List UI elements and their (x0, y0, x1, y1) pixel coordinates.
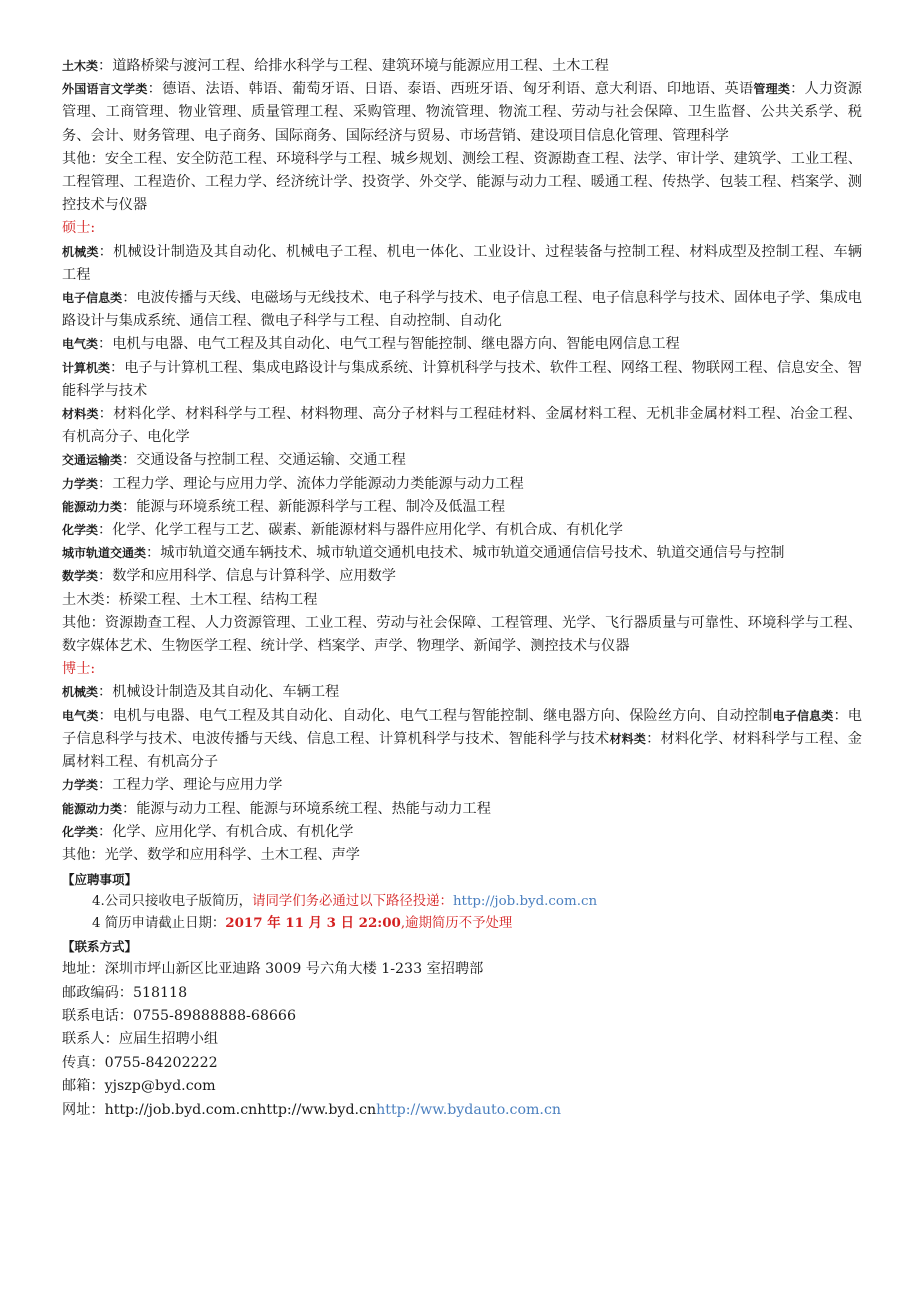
major-line: 数学类：数学和应用科学、信息与计算科学、应用数学 (62, 568, 396, 585)
major-line: 城市轨道交通类：城市轨道交通车辆技术、城市轨道交通机电技术、城市轨道交通通信信号技术、轨道交通信号与控制 (62, 545, 785, 562)
major-line-civil: 土木类：道路桥梁与渡河工程、给排水科学与工程、建筑环境与能源应用工程、土木工程 (62, 58, 609, 74)
major-line: 力学类：工程力学、理论与应用力学 (62, 777, 283, 794)
major-line: 能源动力类：能源与动力工程、能源与环境系统工程、热能与动力工程 (62, 800, 491, 817)
contact-address: 地址：深圳市坪山新区比亚迪路 3009 号六角大楼 1-233 室招聘部 (62, 961, 484, 978)
category-label: 电子信息类 (772, 708, 834, 723)
category-label: 电气类 (62, 337, 99, 352)
contact-website: 网址：http://job.byd.com.cnhttp://ww.byd.cnhttp://ww.bydauto.com.cn (62, 1101, 562, 1118)
category-label: 能源动力类 (62, 801, 123, 816)
category-label: 机械类 (62, 244, 99, 259)
doctor-list (62, 681, 862, 867)
major-line: 交通运输类：交通设备与控制工程、交通运输、交通工程 (62, 452, 406, 469)
category-label: 外国语言文学类 (62, 82, 148, 97)
section-title-contact: 【联系方式】 (62, 939, 138, 955)
contact-block (62, 958, 862, 1122)
major-line: 其他：光学、数学和应用科学、土木工程、声学 (62, 846, 360, 863)
contact-postcode: 邮政编码：518118 (62, 984, 188, 1001)
degree-title-doctor: 博士: (62, 661, 96, 678)
contact-email: 邮箱：yjszp@byd.com (62, 1078, 216, 1095)
category-label: 城市轨道交通类 (62, 546, 147, 561)
category-label: 机械类 (62, 685, 99, 700)
major-line: 计算机类：电子与计算机工程、集成电路设计与集成系统、计算机科学与技术、软件工程、网络工程、物联网工程、信息安全、智能科学与技术 (62, 359, 862, 399)
major-line: 化学类：化学、化学工程与工艺、碳素、新能源材料与器件应用化学、有机合成、有机化学 (62, 522, 623, 539)
section-title-apply: 【应聘事项】 (62, 872, 138, 888)
category-label: 化学类 (62, 824, 99, 839)
category-label: 力学类 (62, 476, 99, 491)
apply-item-resume: 4.公司只接收电子版简历，请同学们务必通过以下路径投递：http://job.byd.com.cn (92, 894, 598, 910)
major-line: 电气类：电机与电器、电气工程及其自动化、自动化、电气工程与智能控制、继电器方向、保险丝方向、自动控制电子信息类：电子信息科学与技术、电波传播与天线、信息工程、计算机科学与技术、智能科学与技术材料类：材料化学、材料科学与工程、金属材料工程、有机高分子 (62, 707, 862, 771)
degree-title-master: 硕士: (62, 220, 96, 237)
major-line: 电子信息类：电波传播与天线、电磁场与无线技术、电子科学与技术、电子信息工程、电子信息科学与技术、固体电子学、集成电路设计与集成系统、通信工程、微电子科学与工程、自动控制、自动化 (62, 290, 862, 330)
major-line: 力学类：工程力学、理论与应用力学、流体力学能源动力类能源与动力工程 (62, 475, 524, 492)
contact-phone: 联系电话：0755-89888888-68666 (62, 1007, 296, 1024)
master-list (62, 241, 862, 659)
major-line: 机械类：机械设计制造及其自动化、车辆工程 (62, 684, 340, 701)
category-label: 计算机类 (62, 360, 111, 375)
contact-person: 联系人：应届生招聘小组 (62, 1031, 219, 1048)
major-line: 电气类：电机与电器、电气工程及其自动化、电气工程与智能控制、继电器方向、智能电网信息工程 (62, 336, 680, 353)
job-site-link[interactable]: http://job.byd.com.cn (452, 894, 598, 910)
major-line: 土木类：桥梁工程、土木工程、结构工程 (62, 591, 318, 608)
major-line: 化学类：化学、应用化学、有机合成、有机化学 (62, 823, 354, 840)
major-line: 材料类：材料化学、材料科学与工程、材料物理、高分子材料与工程硅材料、金属材料工程、无机非金属材料工程、冶金工程、有机高分子、电化学 (62, 406, 862, 446)
major-line: 能源动力类：能源与环境系统工程、新能源科学与工程、制冷及低温工程 (62, 498, 506, 515)
website-link[interactable]: http://ww.bydauto.com.cn (376, 1101, 562, 1118)
major-line-language-management: 外国语言文学类：德语、法语、韩语、葡萄牙语、日语、泰语、西班牙语、匈牙利语、意大利语、印地语、英语管理类：人力资源管理、工商管理、物业管理、质量管理工程、采购管理、物流管理、物流工程、劳动与社会保障、卫生监督、公共关系学、税务、会计、财务管理、电子商务、国际商务、国际经济与贸易、市场营销、建设项目信息化管理、管理科学 (62, 81, 862, 144)
category-label: 数学类 (62, 569, 99, 584)
category-label: 材料类 (62, 407, 99, 422)
contact-fax: 传真：0755-84202222 (62, 1054, 218, 1071)
category-label: 管理类 (753, 82, 791, 97)
major-line-other: 其他：安全工程、安全防范工程、环境科学与工程、城乡规划、测绘工程、资源勘查工程、法学、审计学、建筑学、工业工程、工程管理、工程造价、工程力学、经济统计学、投资学、外交学、能源与动力工程、暖通工程、传热学、包装工程、档案学、测控技术与仪器 (62, 150, 862, 214)
category-label: 交通运输类 (62, 453, 123, 468)
major-line: 机械类：机械设计制造及其自动化、机械电子工程、机电一体化、工业设计、过程装备与控制工程、材料成型及控制工程、车辆工程 (62, 243, 862, 283)
category-label: 电子信息类 (62, 291, 123, 306)
category-label: 化学类 (62, 523, 99, 538)
category-label: 材料类 (609, 731, 647, 746)
category-label: 土木类 (62, 59, 99, 73)
bachelor-continued (62, 55, 862, 217)
document-page (62, 55, 862, 1122)
category-label: 电气类 (62, 708, 99, 723)
deadline-date: 2017 年 11 月 3 日 22:00 (225, 914, 401, 931)
major-line: 其他：资源勘查工程、人力资源管理、工业工程、劳动与社会保障、工程管理、光学、飞行器质量与可靠性、环境科学与工程、数字媒体艺术、生物医学工程、统计学、档案学、声学、物理学、新闻学、测控技术与仪器 (62, 614, 862, 655)
category-label: 能源动力类 (62, 499, 123, 514)
category-label: 力学类 (62, 778, 99, 793)
apply-item-deadline: 4 简历申请截止日期：2017 年 11 月 3 日 22:00,逾期简历不予处理 (92, 914, 513, 931)
